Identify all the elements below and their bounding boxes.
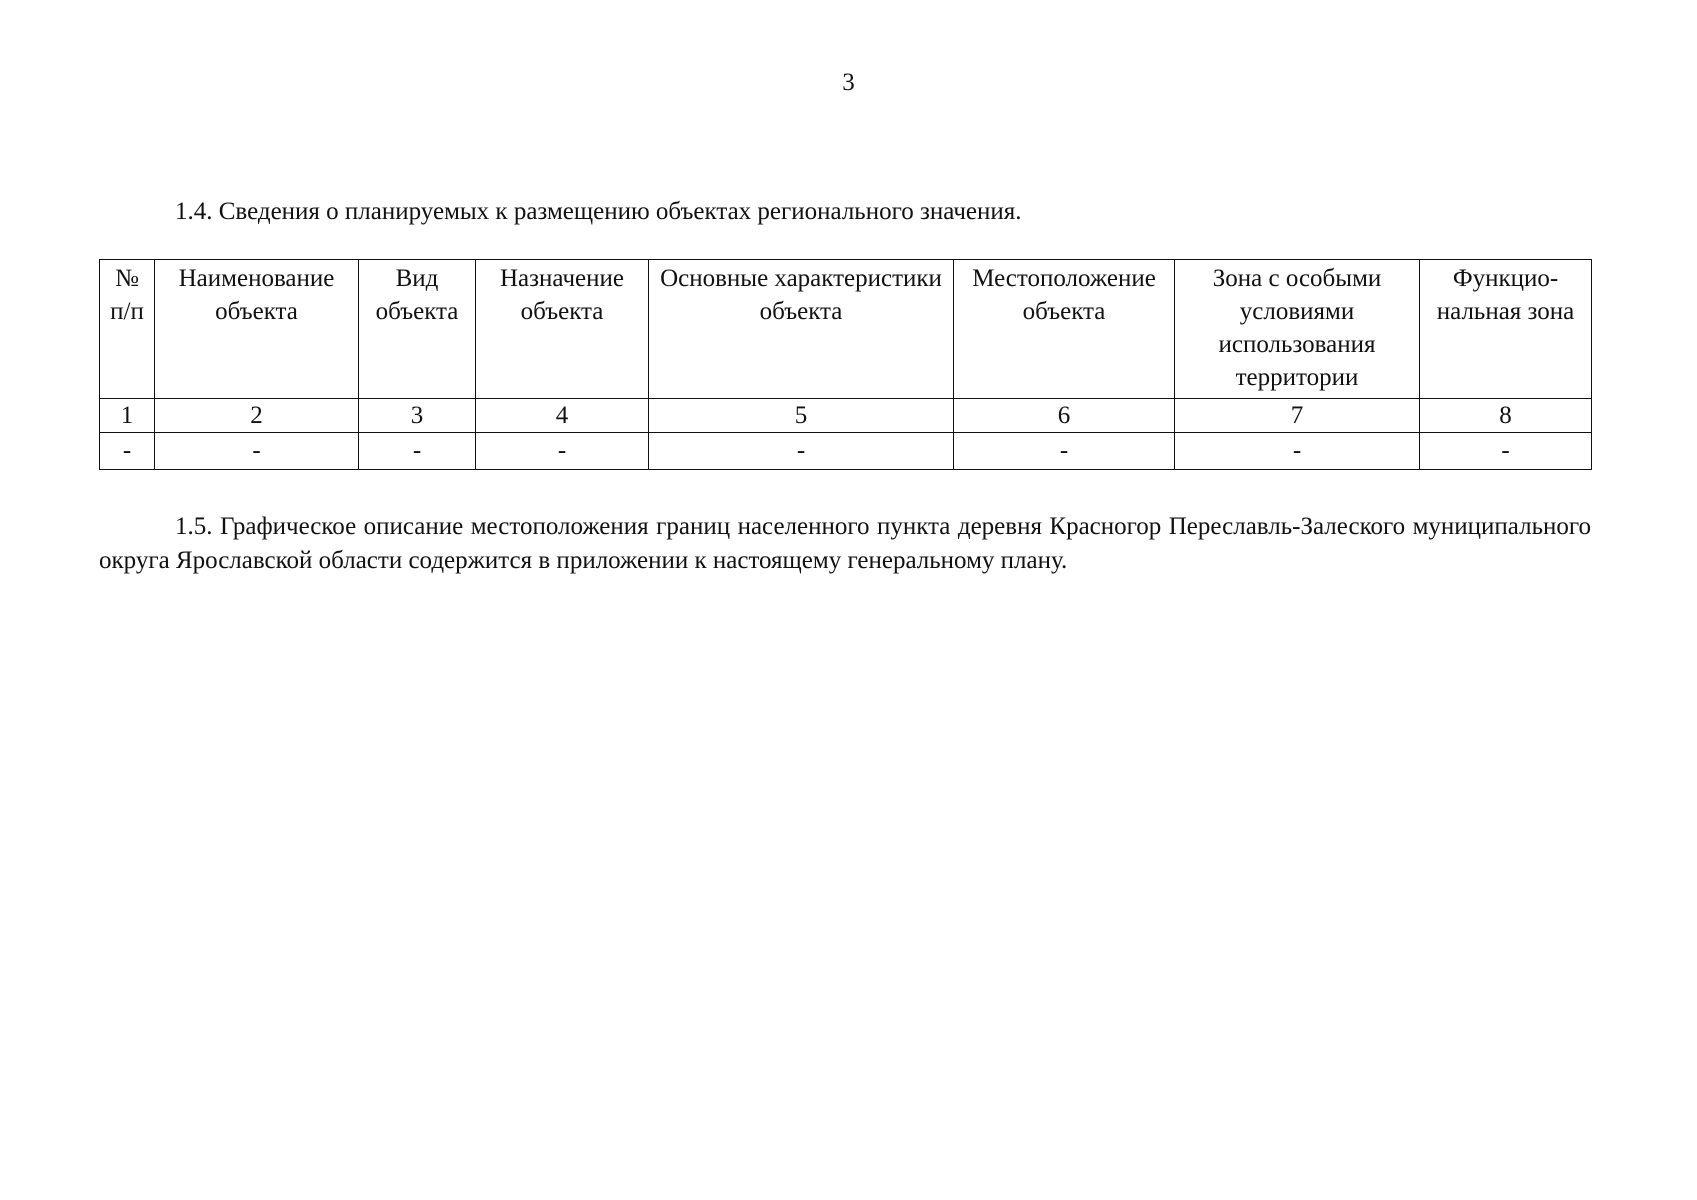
header-cell-name: Наименование объекта [155,260,359,399]
table-cell: - [155,433,359,470]
header-cell-purpose: Назначение объекта [476,260,649,399]
header-cell-functional-zone: Функцио-нальная зона [1420,260,1592,399]
column-number-cell: 8 [1420,399,1592,433]
header-cell-location: Местоположение объекта [954,260,1175,399]
column-number-cell: 3 [359,399,476,433]
column-number-cell: 6 [954,399,1175,433]
table-cell: - [476,433,649,470]
header-cell-number: № п/п [100,260,155,399]
header-cell-characteristics: Основные характеристики объекта [649,260,954,399]
boundary-description-paragraph: 1.5. Графическое описание местоположения границ населенного пункта деревня Красногор Переславль-Залеского муниципального округа Ярославской области содержится в приложении к настоящему генеральному плану. [99,513,1591,574]
column-number-cell: 2 [155,399,359,433]
column-number-cell: 7 [1175,399,1420,433]
table-cell: - [954,433,1175,470]
table-header-row [100,260,1592,399]
table-row [100,433,1592,470]
header-cell-type: Вид объекта [359,260,476,399]
column-number-cell: 1 [100,399,155,433]
header-cell-special-zone: Зона с особыми условиями использования территории [1175,260,1420,399]
table-cell: - [100,433,155,470]
column-number-cell: 5 [649,399,954,433]
table-cell: - [1175,433,1420,470]
column-number-cell: 4 [476,399,649,433]
section-heading: 1.4. Сведения о планируемых к размещению объектах регионального значения. [175,198,1022,225]
table-cell: - [649,433,954,470]
table-cell: - [359,433,476,470]
regional-objects-table [99,259,1592,470]
table-cell: - [1420,433,1592,470]
column-number-row [100,399,1592,433]
page-number: 3 [842,69,855,96]
